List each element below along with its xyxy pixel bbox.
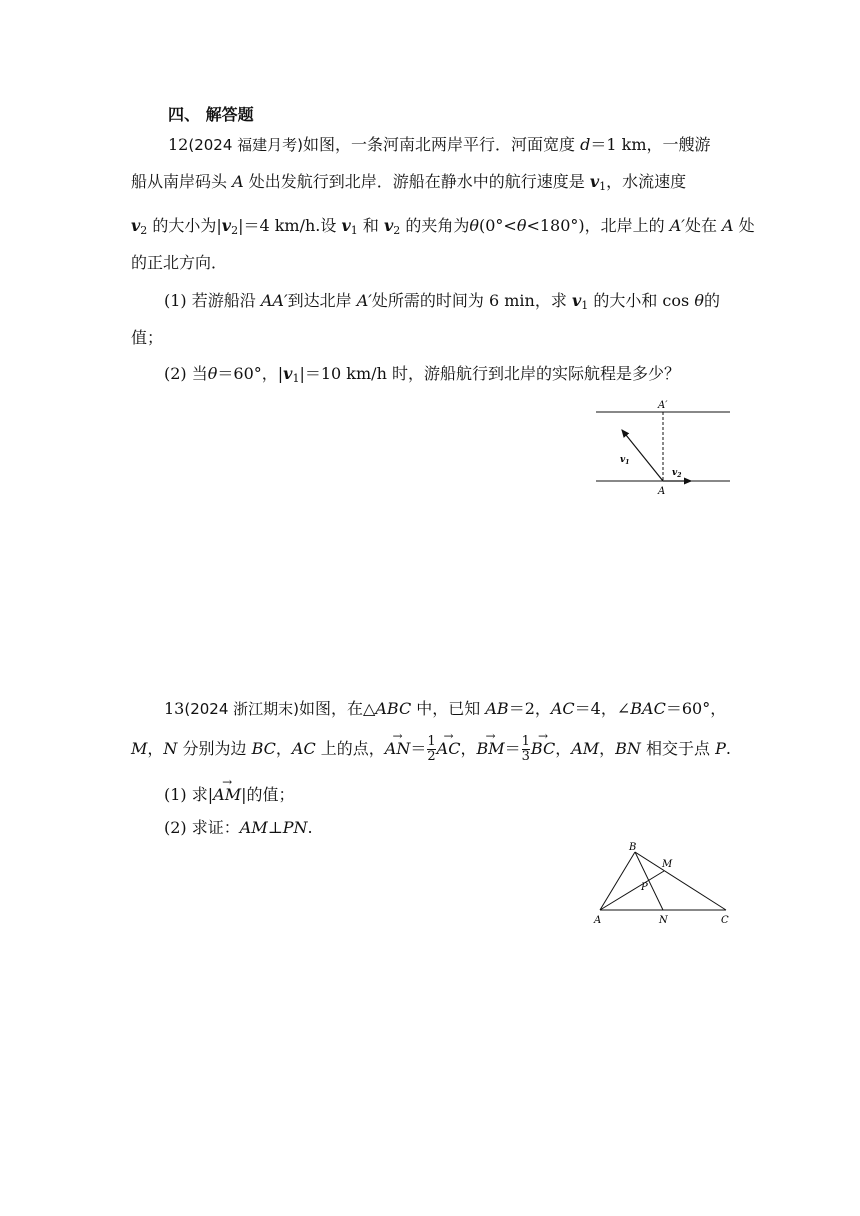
q12-line-2: 船从南岸码头 A 处出发航行到北岸．游船在静水中的航行速度是 $v_1$，水流速度: [131, 172, 687, 193]
q12-source: (2024 福建月考): [188, 136, 304, 154]
q12-part-1-cont: 值；: [131, 328, 164, 347]
label-a: A: [658, 486, 666, 497]
q12-part-2: (2) 当θ＝60°，$|v_1|=10$ km/h 时，游船航行到北岸的实际航程是多少？: [164, 364, 680, 385]
q13-part-2: (2) 求证：AM⊥PN.: [164, 818, 313, 837]
vector-bc: → BC: [531, 734, 555, 764]
q13-part-1: (1) 求|→ AM|的值；: [164, 784, 295, 806]
segment-am: [600, 871, 664, 910]
q13-number: 13: [164, 699, 185, 718]
label-a: A: [594, 915, 602, 926]
q12-line-4: 的正北方向．: [131, 253, 228, 272]
vector-bm: → BM: [476, 734, 504, 764]
side-ab: [600, 852, 635, 910]
fraction-one-third: $\frac{1}{3}$: [521, 734, 530, 764]
fraction-one-half: $\frac{1}{2}$: [427, 734, 436, 764]
label-p: P: [641, 882, 648, 893]
label-m: M: [662, 859, 673, 870]
label-v1: $v_1$: [620, 455, 630, 466]
label-b: B: [629, 842, 637, 853]
river-figure: [590, 396, 736, 498]
vector-ac: → AC: [437, 734, 461, 764]
q13-line-1: 13(2024 浙江期末)如图，在△ABC 中，已知 AB＝2，AC＝4，∠BAC＝60°，: [164, 699, 727, 718]
q12-line-1: 12(2024 福建月考)如图，一条河南北两岸平行．河面宽度 d＝1 km，一艘游: [168, 135, 711, 154]
vector-an: → AN: [385, 734, 411, 764]
q13-source: (2024 浙江期末): [184, 700, 300, 718]
label-a-prime: A′: [658, 400, 668, 411]
v1-vector-arrow: [622, 430, 663, 481]
q13-line-2: M，N 分别为边 BC，AC 上的点，→ AN＝ $\frac{1}{2}$ → AC，→ BM＝ $\frac{1}{3}$ → BC，AM，BN 相交于点 P.: [131, 734, 731, 764]
label-c: C: [721, 915, 729, 926]
label-n: N: [659, 915, 668, 926]
triangle-figure: [588, 838, 734, 928]
q12-number: 12: [168, 135, 189, 154]
vector-am: → AM: [213, 784, 241, 806]
label-v2: $v_2$: [672, 468, 682, 479]
q12-line-3: $v_2$ 的大小为$|v_2|=4$ km/h.设 $v_1$ 和 $v_2$ 的夹角为θ(0°<θ<180°)，北岸上的 A′处在 A 处: [131, 216, 755, 237]
section-heading: 四、 解答题: [168, 105, 254, 124]
q12-part-1: (1) 若游船沿 AA′到达北岸 A′处所需的时间为 6 min，求 $v_1$ 的大小和 cos θ的: [164, 291, 720, 312]
